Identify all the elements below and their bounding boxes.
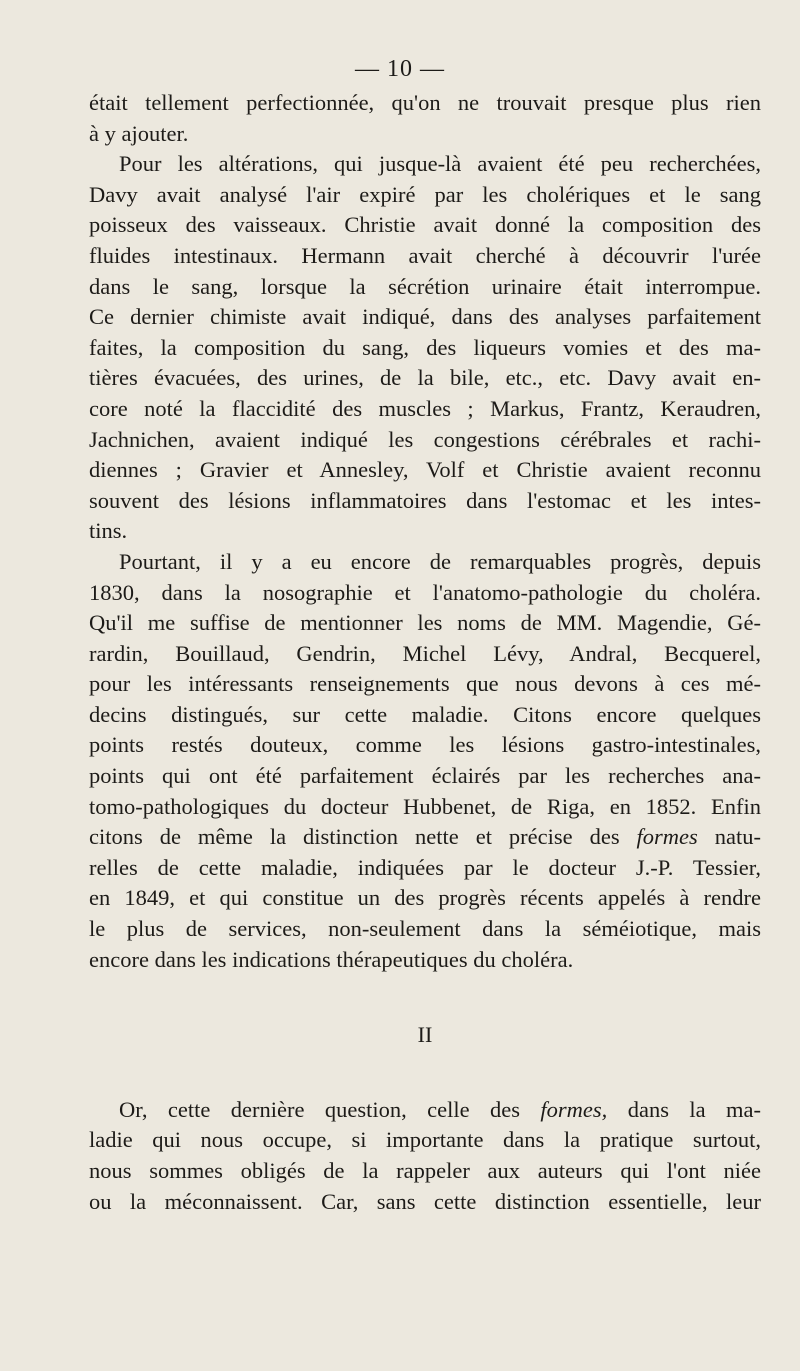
page-number: — 10 — [355, 56, 445, 82]
text-line: tomo-pathologiques du docteur Hubbenet, de Riga, en 1852. Enfin [89, 793, 761, 819]
text-line: Qu'il me suffise de mentionner les noms de MM. Magendie, Gé- [89, 610, 761, 636]
text-line: tins. [89, 518, 128, 544]
text-line: le plus de services, non-seulement dans la séméiotique, mais [89, 916, 761, 942]
text-line: ou la méconnaissent. Car, sans cette distinction essentielle, leur [89, 1188, 761, 1214]
text-line: Ce dernier chimiste avait indiqué, dans des analyses parfaitement [89, 304, 761, 330]
italic-term: formes [636, 824, 698, 850]
body-text [89, 88, 761, 1217]
text-line: était tellement perfectionnée, qu'on ne trouvait presque plus rien [89, 90, 761, 115]
text-run: Or, cette dernière question, celle des [119, 1096, 541, 1122]
text-line: Jachnichen, avaient indiqué les congestions cérébrales et rachi- [89, 426, 761, 452]
text-line: diennes ; Gravier et Annesley, Volf et Christie avaient reconnu [89, 457, 761, 483]
text-line: decins distingués, sur cette maladie. Citons encore quelques [89, 701, 761, 727]
text-line: points restés douteux, comme les lésions gastro-intestinales, [89, 732, 761, 758]
text-run: dans la ma- [607, 1096, 761, 1122]
text-run: natu- [697, 824, 761, 850]
text-line: à y ajouter. [89, 120, 189, 146]
text-line: poisseux des vaisseaux. Christie avait donné la composition des [89, 212, 761, 238]
section-heading: II [417, 1022, 433, 1048]
italic-term: formes, [540, 1096, 608, 1122]
text-line: Davy avait analysé l'air expiré par les cholériques et le sang [89, 181, 761, 207]
text-line: Pourtant, il y a eu encore de remarquables progrès, depuis [119, 548, 761, 574]
text-line: encore dans les indications thérapeutiques du choléra. [89, 946, 574, 972]
text-line: 1830, dans la nosographie et l'anatomo-pathologie du choléra. [89, 579, 761, 605]
text-run: citons de même la distinction nette et précise des [89, 824, 637, 850]
text-line-with-italic [89, 822, 761, 853]
text-line: souvent des lésions inflammatoires dans l'estomac et les intes- [89, 487, 761, 513]
text-line: faites, la composition du sang, des liqueurs vomies et des ma- [89, 334, 761, 360]
text-line: nous sommes obligés de la rappeler aux auteurs qui l'ont niée [89, 1158, 761, 1183]
text-line: en 1849, et qui constitue un des progrès récents appelés à rendre [89, 885, 761, 911]
text-line: pour les intéressants renseignements que nous devons à ces mé- [89, 671, 761, 697]
text-line: Pour les altérations, qui jusque-là avaient été peu recherchées, [119, 151, 761, 177]
text-line: points qui ont été parfaitement éclairés par les recherches ana- [89, 763, 761, 789]
text-line: fluides intestinaux. Hermann avait cherché à découvrir l'urée [89, 242, 761, 268]
text-line: rardin, Bouillaud, Gendrin, Michel Lévy, Andral, Becquerel, [89, 640, 761, 666]
text-line: core noté la flaccidité des muscles ; Markus, Frantz, Keraudren, [89, 395, 761, 421]
text-line: ladie qui nous occupe, si importante dans la pratique surtout, [89, 1127, 761, 1153]
text-line: relles de cette maladie, indiquées par le docteur J.-P. Tessier, [89, 854, 761, 880]
text-line: dans le sang, lorsque la sécrétion urinaire était interrompue. [89, 273, 761, 299]
text-line-with-italic [89, 1095, 761, 1126]
text-line: tières évacuées, des urines, de la bile, etc., etc. Davy avait en- [89, 365, 761, 391]
